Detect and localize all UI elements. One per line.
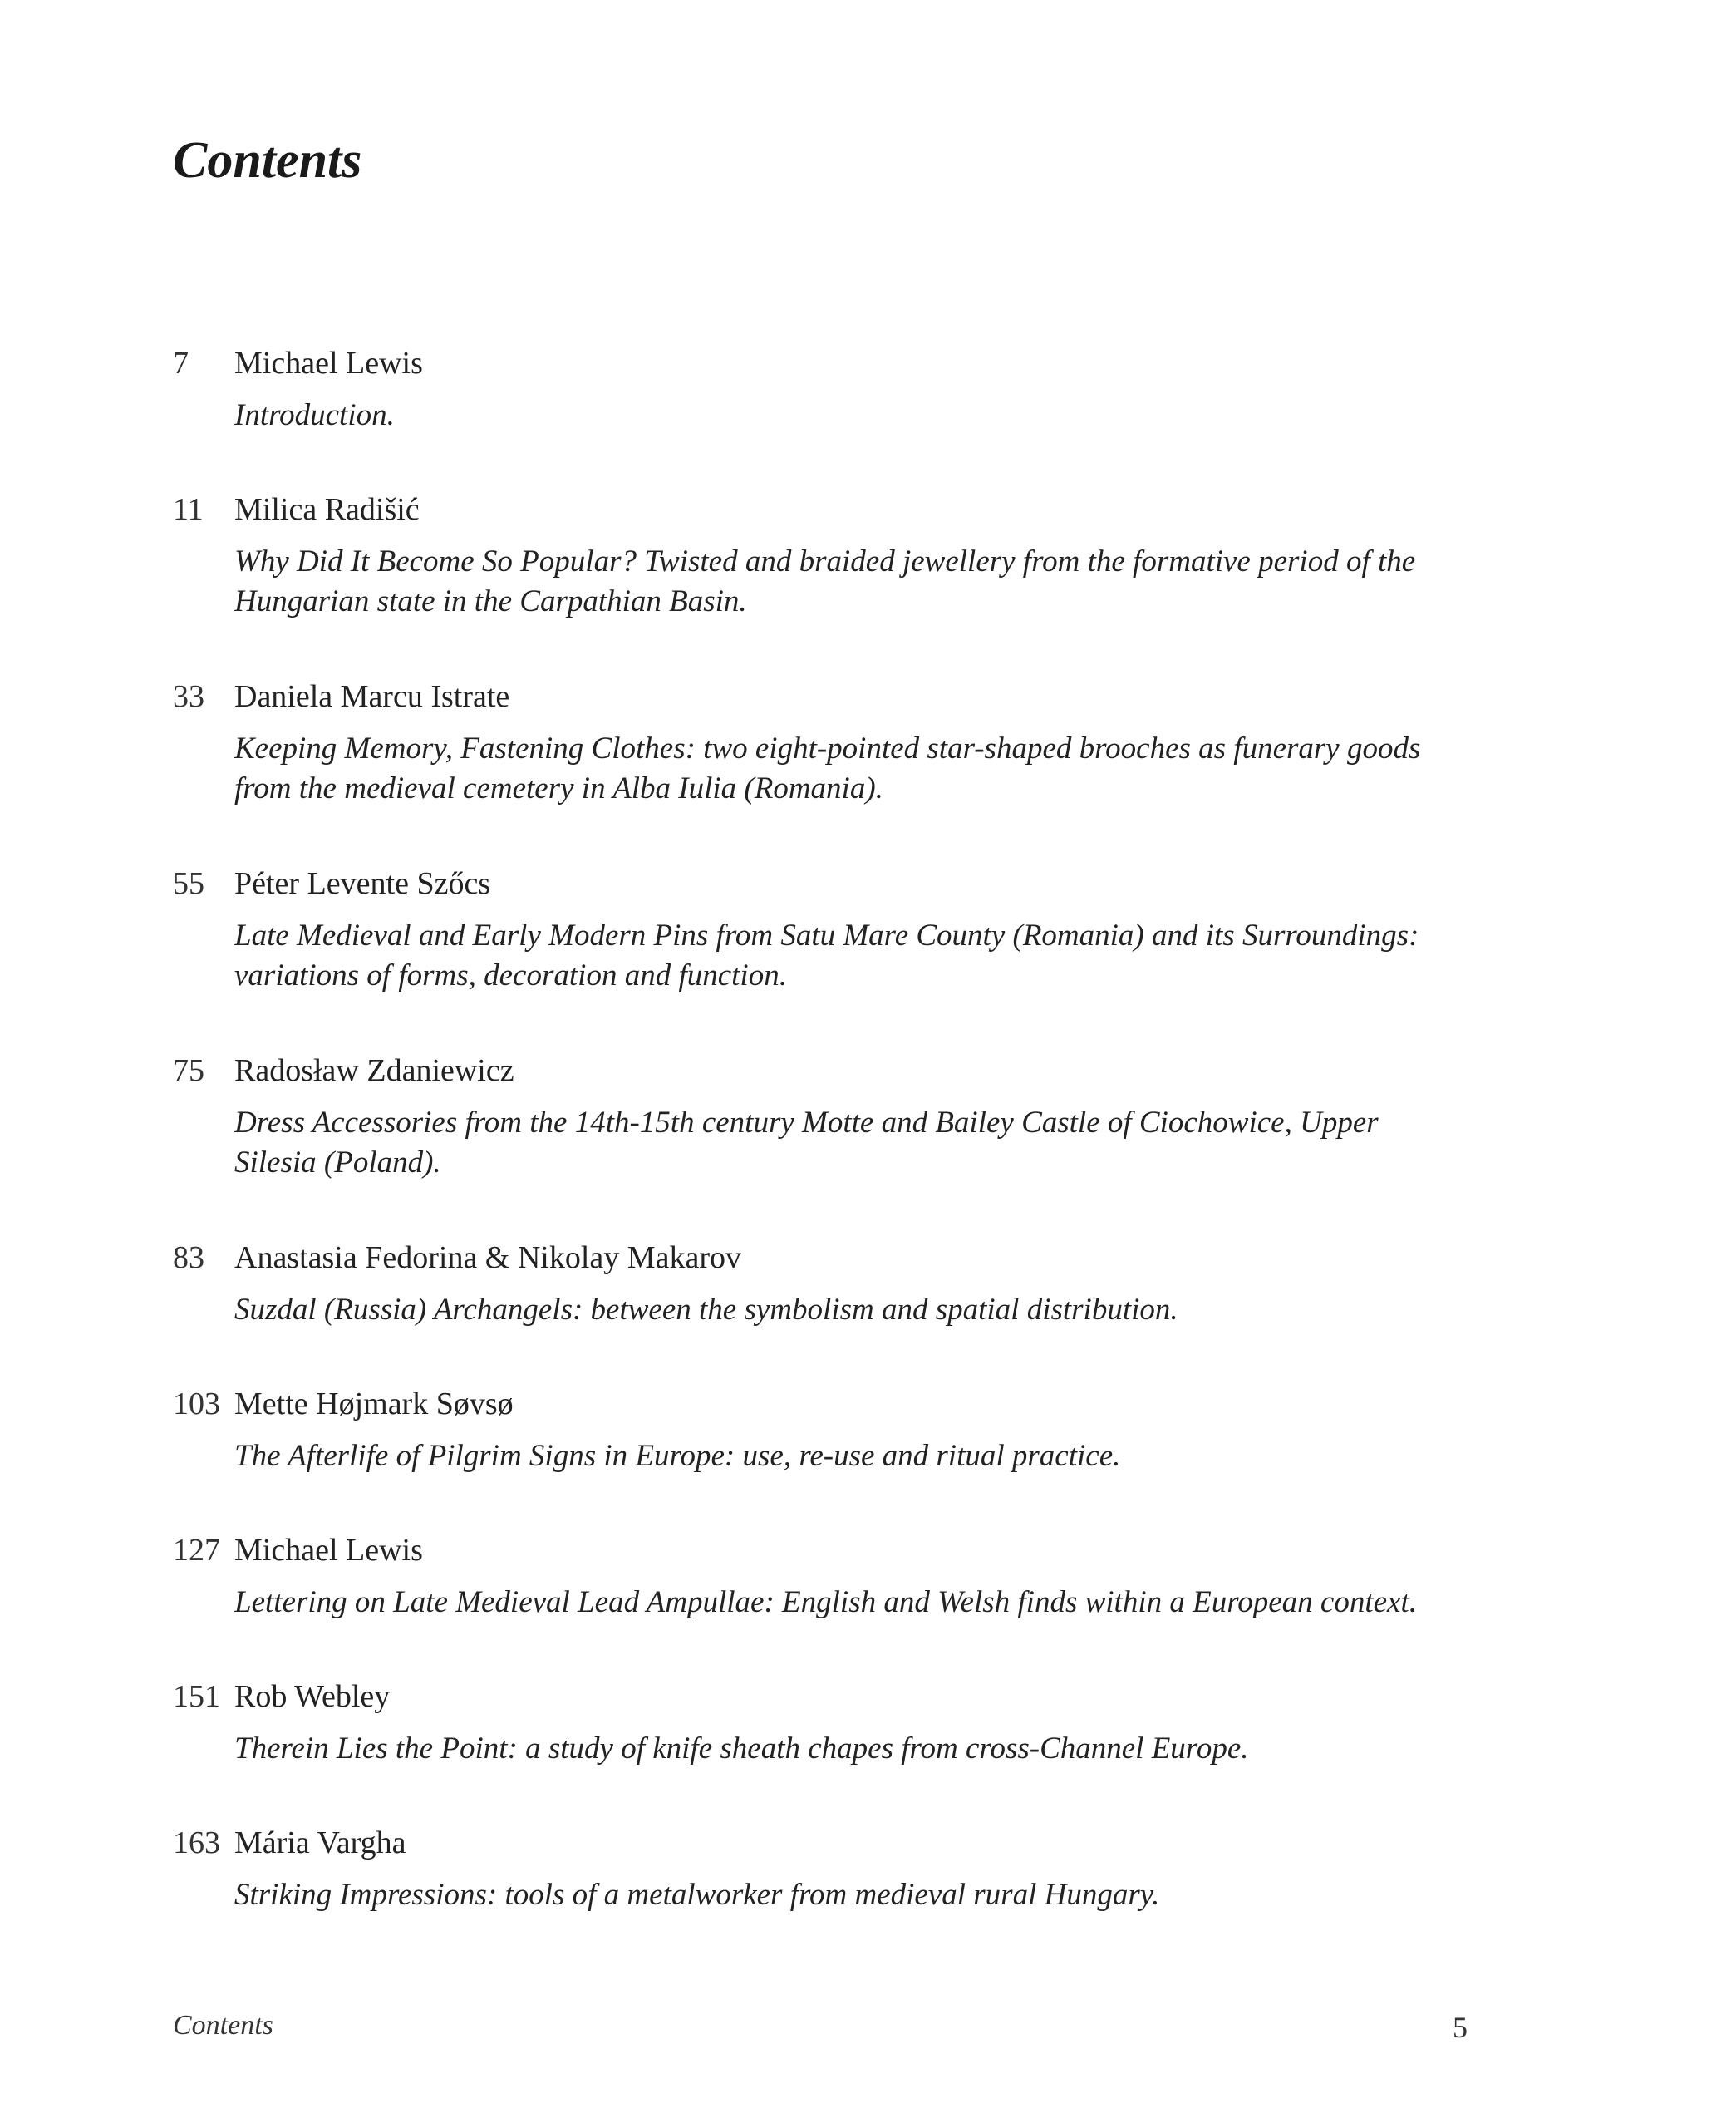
entry-title: The Afterlife of Pilgrim Signs in Europe: use, re-use and ritual practice. [234,1439,1121,1473]
entry-title: Dress Accessories from the 14th-15th century Motte and Bailey Castle of Ciochowice, Upper Silesia (Poland). [234,1106,1379,1180]
entry-author: Rob Webley [234,1679,391,1714]
entry-page-number: 127 [173,1533,220,1568]
entry-title: Keeping Memory, Fastening Clothes: two eight-pointed star-shaped brooches as funerary goods from the medieval cemetery in Alba Iulia (Romania). [234,732,1421,805]
entry-author: Milica Radišić [234,492,420,527]
entry-author: Michael Lewis [234,1533,423,1568]
page-title: Contents [173,132,362,189]
entry-author: Péter Levente Szőcs [234,866,491,901]
entry-title: Striking Impressions: tools of a metalworker from medieval rural Hungary. [234,1878,1160,1912]
running-footer: Contents [173,2010,273,2041]
entry-author: Michael Lewis [234,346,423,381]
entry-title: Why Did It Become So Popular? Twisted and braided jewellery from the formative period of the Hungarian state in the Carpathian Basin. [234,544,1416,618]
entry-author: Mette Højmark Søvsø [234,1387,514,1421]
entry-title: Late Medieval and Early Modern Pins from Satu Mare County (Romania) and its Surroundings: variations of forms, decoration and function. [234,919,1419,993]
entry-page-number: 11 [173,492,204,527]
entry-page-number: 33 [173,679,204,714]
entry-page-number: 103 [173,1387,220,1421]
entry-author: Radosław Zdaniewicz [234,1053,514,1088]
entry-title: Introduction. [234,398,395,432]
entry-author: Mária Vargha [234,1825,406,1860]
entry-title: Suzdal (Russia) Archangels: between the symbolism and spatial distribution. [234,1293,1178,1327]
entry-page-number: 151 [173,1679,220,1714]
entry-author: Daniela Marcu Istrate [234,679,510,714]
entry-page-number: 163 [173,1825,220,1860]
entry-author: Anastasia Fedorina & Nikolay Makarov [234,1240,741,1275]
entry-title: Lettering on Late Medieval Lead Ampullae: English and Welsh finds within a European context. [234,1585,1417,1619]
page-number: 5 [1453,2011,1468,2044]
entry-page-number: 55 [173,866,204,901]
entry-page-number: 7 [173,346,189,381]
entry-page-number: 75 [173,1053,204,1088]
entry-title: Therein Lies the Point: a study of knife sheath chapes from cross-Channel Europe. [234,1731,1249,1766]
entry-page-number: 83 [173,1240,204,1275]
